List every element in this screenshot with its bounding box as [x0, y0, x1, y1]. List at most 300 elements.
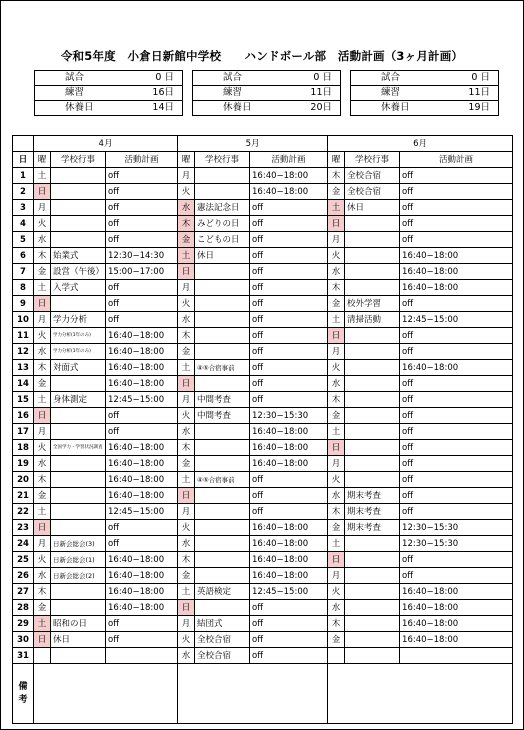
summary-value: 0 日	[155, 72, 174, 83]
school-event-cell: みどりの日	[195, 216, 250, 232]
school-event-cell	[345, 472, 400, 488]
weekday-cell: 月	[328, 568, 345, 584]
activity-cell: 12:30−15:30	[400, 536, 513, 552]
day-number: 28	[13, 600, 34, 616]
weekday-cell: 金	[34, 600, 51, 616]
summary-cell	[35, 101, 183, 116]
month-header-may: 5月	[178, 136, 328, 152]
school-event-cell: 学力分析(1年のみ)	[51, 344, 106, 360]
day-number: 21	[13, 488, 34, 504]
summary-label: 休養日	[65, 102, 94, 113]
weekday-cell: 土	[34, 280, 51, 296]
school-event-cell	[51, 232, 106, 248]
school-event-cell	[195, 488, 250, 504]
activity-plan-header: 活動計画	[400, 152, 513, 168]
remarks-label	[13, 664, 33, 723]
activity-cell: off	[400, 296, 513, 312]
weekday-cell: 月	[178, 504, 195, 520]
activity-cell: off	[250, 488, 328, 504]
school-event-cell	[51, 168, 106, 184]
school-event-cell: 休日	[345, 200, 400, 216]
summary-cell	[351, 71, 499, 86]
school-event-cell	[195, 328, 250, 344]
summary-gap	[183, 86, 193, 101]
corner-cell	[13, 136, 34, 152]
activity-cell: 16:40−18:00	[106, 472, 178, 488]
weekday-cell: 木	[328, 392, 345, 408]
school-event-cell: 期末考査	[345, 520, 400, 536]
school-event-cell	[195, 312, 250, 328]
school-event-cell: 期末考査	[345, 488, 400, 504]
school-event-cell	[195, 424, 250, 440]
school-event-cell	[195, 440, 250, 456]
activity-cell: off	[250, 600, 328, 616]
summary-value: 20日	[310, 102, 332, 113]
activity-cell: off	[250, 312, 328, 328]
remarks-label-char: 備	[18, 681, 28, 692]
activity-cell: off	[250, 616, 328, 632]
weekday-cell: 木	[178, 440, 195, 456]
activity-cell: off	[400, 216, 513, 232]
school-event-cell	[345, 344, 400, 360]
activity-cell: 16:40−18:00	[250, 168, 328, 184]
school-event-cell: 設営（午後）	[51, 264, 106, 280]
weekday-cell: 日	[34, 408, 51, 424]
weekday-cell: 土	[34, 504, 51, 520]
remarks-label-char: 考	[18, 694, 28, 705]
school-event-cell: 学力分析(1年のみ)	[51, 328, 106, 344]
weekday-cell: 火	[328, 360, 345, 376]
table-row	[13, 216, 513, 232]
activity-cell: off	[106, 312, 178, 328]
table-row	[13, 168, 513, 184]
school-event-cell	[51, 472, 106, 488]
summary-row	[35, 71, 499, 86]
weekday-cell: 土	[34, 168, 51, 184]
weekday-cell: 日	[328, 552, 345, 568]
activity-cell: 16:40−18:00	[106, 328, 178, 344]
school-event-cell	[195, 504, 250, 520]
summary-value: 0 日	[471, 72, 490, 83]
school-event-cell	[345, 600, 400, 616]
table-row	[13, 584, 513, 600]
table-row	[13, 600, 513, 616]
school-event-cell	[345, 424, 400, 440]
weekday-cell: 日	[34, 632, 51, 648]
table-row	[13, 632, 513, 648]
weekday-cell: 月	[34, 200, 51, 216]
table-row	[13, 472, 513, 488]
activity-cell: off	[250, 504, 328, 520]
school-event-cell	[345, 456, 400, 472]
weekday-cell: 水	[178, 312, 195, 328]
weekday-cell: 水	[34, 456, 51, 472]
weekday-cell: 月	[178, 280, 195, 296]
day-number: 8	[13, 280, 34, 296]
remarks-cell	[34, 664, 178, 724]
activity-cell: 16:40−18:00	[106, 456, 178, 472]
activity-cell: 16:40−18:00	[400, 584, 513, 600]
school-event-cell: 中間考査	[195, 392, 250, 408]
table-row	[13, 440, 513, 456]
table-row	[13, 456, 513, 472]
weekday-cell	[34, 648, 51, 664]
weekday-cell: 木	[34, 360, 51, 376]
weekday-cell: 日	[328, 328, 345, 344]
activity-cell: off	[400, 328, 513, 344]
table-row	[13, 264, 513, 280]
weekday-cell: 土	[178, 248, 195, 264]
weekday-cell: 土	[34, 392, 51, 408]
activity-cell: off	[106, 200, 178, 216]
table-row	[13, 488, 513, 504]
activity-cell: off	[400, 392, 513, 408]
weekday-cell: 金	[328, 408, 345, 424]
table-row	[13, 504, 513, 520]
weekday-cell: 火	[328, 584, 345, 600]
summary-cell	[351, 86, 499, 101]
summary-label: 休養日	[223, 102, 252, 113]
weekday-header: 曜	[34, 152, 51, 168]
weekday-cell: 金	[328, 632, 345, 648]
day-number: 13	[13, 360, 34, 376]
day-number: 15	[13, 392, 34, 408]
school-event-cell	[345, 440, 400, 456]
weekday-cell: 水	[328, 264, 345, 280]
school-event-cell: 始業式	[51, 248, 106, 264]
activity-cell: 16:40−18:00	[250, 552, 328, 568]
day-number: 7	[13, 264, 34, 280]
day-number: 6	[13, 248, 34, 264]
activity-cell: off	[250, 328, 328, 344]
weekday-cell: 火	[34, 328, 51, 344]
activity-cell: off	[250, 632, 328, 648]
school-event-cell	[51, 184, 106, 200]
table-row	[13, 344, 513, 360]
school-event-cell	[345, 568, 400, 584]
table-row	[13, 296, 513, 312]
school-event-cell	[195, 600, 250, 616]
summary-gap	[341, 71, 351, 86]
activity-cell: 16:40−18:00	[400, 264, 513, 280]
activity-cell: off	[250, 200, 328, 216]
day-number: 19	[13, 456, 34, 472]
activity-cell: 12:45−15:00	[400, 312, 513, 328]
school-event-cell: 全校合宿	[345, 168, 400, 184]
activity-cell: 16:40−18:00	[400, 248, 513, 264]
weekday-cell: 金	[178, 568, 195, 584]
school-event-cell	[345, 264, 400, 280]
weekday-cell: 木	[178, 552, 195, 568]
activity-cell: off	[250, 344, 328, 360]
school-event-cell	[51, 600, 106, 616]
activity-cell: off	[106, 280, 178, 296]
school-event-cell	[345, 360, 400, 376]
day-number: 2	[13, 184, 34, 200]
day-number: 16	[13, 408, 34, 424]
activity-cell: 16:40−18:00	[400, 616, 513, 632]
weekday-cell: 火	[178, 184, 195, 200]
weekday-cell: 水	[178, 648, 195, 664]
summary-value: 11日	[310, 87, 332, 98]
activity-cell: off	[250, 376, 328, 392]
school-event-cell	[195, 536, 250, 552]
summary-label: 練習	[381, 87, 401, 98]
summary-cell	[35, 71, 183, 86]
day-number: 23	[13, 520, 34, 536]
weekday-cell: 日	[34, 520, 51, 536]
table-row	[13, 552, 513, 568]
activity-cell: off	[400, 552, 513, 568]
school-event-cell	[345, 248, 400, 264]
summary-value: 19日	[468, 102, 490, 113]
school-event-cell: ④⑤合宿事前	[195, 472, 250, 488]
day-number: 22	[13, 504, 34, 520]
weekday-cell: 月	[328, 344, 345, 360]
weekday-cell: 水	[328, 488, 345, 504]
summary-gap	[341, 86, 351, 101]
page-title: 令和5年度 小倉日新館中学校 ハンドボール部 活動計画（3ヶ月計画）	[60, 49, 464, 63]
weekday-cell: 日	[178, 376, 195, 392]
activity-cell: off	[106, 520, 178, 536]
day-number: 5	[13, 232, 34, 248]
summary-gap	[183, 71, 193, 86]
summary-row	[35, 101, 499, 116]
activity-cell: 16:40−18:00	[250, 184, 328, 200]
day-number: 3	[13, 200, 34, 216]
summary-cell	[193, 101, 341, 116]
day-number: 30	[13, 632, 34, 648]
school-event-cell	[51, 504, 106, 520]
summary-cell	[193, 86, 341, 101]
activity-cell: off	[400, 184, 513, 200]
day-number: 29	[13, 616, 34, 632]
activity-cell: off	[250, 648, 328, 664]
summary-cell	[351, 101, 499, 116]
weekday-cell: 木	[328, 280, 345, 296]
table-row	[13, 520, 513, 536]
remarks-row	[13, 664, 513, 724]
activity-cell: off	[106, 184, 178, 200]
weekday-cell: 木	[328, 168, 345, 184]
weekday-cell: 水	[34, 568, 51, 584]
school-event-cell	[51, 376, 106, 392]
weekday-cell: 火	[34, 552, 51, 568]
remarks-cell	[328, 664, 513, 724]
activity-cell: off	[250, 264, 328, 280]
school-event-cell: 中間考査	[195, 408, 250, 424]
activity-cell: 12:45−15:00	[250, 584, 328, 600]
summary-cell	[35, 86, 183, 101]
weekday-cell: 土	[328, 312, 345, 328]
activity-cell: 16:40−18:00	[106, 360, 178, 376]
activity-cell: off	[250, 216, 328, 232]
school-event-cell	[195, 376, 250, 392]
activity-cell: off	[250, 392, 328, 408]
activity-cell: off	[250, 280, 328, 296]
activity-cell: off	[106, 408, 178, 424]
weekday-cell: 月	[328, 232, 345, 248]
school-events-header: 学校行事	[345, 152, 400, 168]
activity-cell: off	[400, 568, 513, 584]
activity-cell: off	[400, 504, 513, 520]
weekday-cell: 木	[34, 248, 51, 264]
remarks-label-cell	[13, 664, 34, 724]
activity-cell: off	[106, 536, 178, 552]
activity-cell: off	[250, 296, 328, 312]
activity-cell: 16:40−18:00	[250, 456, 328, 472]
school-event-cell	[345, 536, 400, 552]
table-row	[13, 376, 513, 392]
day-number: 9	[13, 296, 34, 312]
school-event-cell: こどもの日	[195, 232, 250, 248]
weekday-cell: 金	[328, 296, 345, 312]
summary-value: 11日	[468, 87, 490, 98]
activity-cell	[400, 648, 513, 664]
weekday-cell: 金	[328, 520, 345, 536]
weekday-cell: 日	[178, 264, 195, 280]
activity-cell: 16:40−18:00	[400, 632, 513, 648]
day-number: 14	[13, 376, 34, 392]
day-number: 24	[13, 536, 34, 552]
school-event-cell: 日新会総会(2)	[51, 568, 106, 584]
summary-table	[34, 70, 499, 116]
activity-cell: off	[106, 232, 178, 248]
table-row	[13, 408, 513, 424]
activity-cell: 16:40−18:00	[106, 568, 178, 584]
weekday-cell: 火	[328, 472, 345, 488]
school-event-cell: 全国学力・学習状況調査	[51, 440, 106, 456]
activity-cell: off	[250, 232, 328, 248]
weekday-cell: 土	[328, 200, 345, 216]
activity-cell: off	[400, 488, 513, 504]
school-event-cell	[51, 456, 106, 472]
weekday-cell: 木	[34, 472, 51, 488]
table-row	[13, 392, 513, 408]
weekday-cell: 木	[178, 328, 195, 344]
activity-cell: 16:40−18:00	[250, 520, 328, 536]
school-event-cell	[345, 280, 400, 296]
school-event-cell: 身体測定	[51, 392, 106, 408]
school-event-cell	[345, 392, 400, 408]
summary-gap	[341, 101, 351, 116]
day-number: 20	[13, 472, 34, 488]
weekday-cell: 水	[178, 424, 195, 440]
day-number: 11	[13, 328, 34, 344]
weekday-cell: 月	[34, 312, 51, 328]
day-number: 10	[13, 312, 34, 328]
weekday-cell: 日	[328, 440, 345, 456]
weekday-cell: 木	[178, 216, 195, 232]
month-header-april: 4月	[34, 136, 178, 152]
day-number: 4	[13, 216, 34, 232]
activity-cell: off	[400, 440, 513, 456]
weekday-cell: 日	[34, 184, 51, 200]
activity-cell: off	[400, 456, 513, 472]
table-row	[13, 648, 513, 664]
school-event-cell	[51, 520, 106, 536]
summary-row	[35, 86, 499, 101]
school-event-cell	[345, 632, 400, 648]
weekday-cell: 火	[34, 216, 51, 232]
summary-value: 0 日	[313, 72, 332, 83]
summary-cell	[193, 71, 341, 86]
school-event-cell: 全校合宿	[195, 632, 250, 648]
weekday-cell: 火	[328, 248, 345, 264]
school-event-cell	[195, 552, 250, 568]
school-event-cell	[195, 264, 250, 280]
school-event-cell	[195, 456, 250, 472]
school-event-cell: 校外学習	[345, 296, 400, 312]
school-event-cell: 英語検定	[195, 584, 250, 600]
schedule-table	[12, 135, 513, 724]
table-row	[13, 312, 513, 328]
activity-cell	[106, 648, 178, 664]
summary-label: 練習	[65, 87, 85, 98]
school-event-cell: 全校合宿	[195, 648, 250, 664]
table-row	[13, 200, 513, 216]
school-event-cell	[195, 344, 250, 360]
weekday-cell: 金	[178, 456, 195, 472]
weekday-cell	[328, 648, 345, 664]
school-event-cell: 入学式	[51, 280, 106, 296]
day-header: 日	[13, 152, 34, 168]
activity-cell: off	[106, 168, 178, 184]
school-event-cell	[195, 168, 250, 184]
column-header-row	[13, 152, 513, 168]
weekday-cell: 月	[178, 392, 195, 408]
table-row	[13, 184, 513, 200]
school-event-cell: 期末考査	[345, 504, 400, 520]
table-row	[13, 424, 513, 440]
school-event-cell	[51, 408, 106, 424]
table-row	[13, 248, 513, 264]
school-event-cell: 全校合宿	[345, 184, 400, 200]
activity-cell: off	[250, 248, 328, 264]
school-event-cell: 憲法記念日	[195, 200, 250, 216]
weekday-cell: 日	[328, 216, 345, 232]
school-event-cell	[195, 184, 250, 200]
activity-cell: 16:40−18:00	[106, 584, 178, 600]
school-event-cell: ④⑤合宿事前	[195, 360, 250, 376]
school-event-cell	[345, 408, 400, 424]
day-number: 27	[13, 584, 34, 600]
activity-cell: off	[106, 216, 178, 232]
day-number: 12	[13, 344, 34, 360]
weekday-cell: 火	[34, 440, 51, 456]
table-row	[13, 616, 513, 632]
school-event-cell	[345, 328, 400, 344]
weekday-cell: 水	[34, 344, 51, 360]
summary-gap	[183, 101, 193, 116]
activity-cell: 16:40−18:00	[106, 344, 178, 360]
weekday-cell: 月	[34, 536, 51, 552]
weekday-cell: 土	[328, 536, 345, 552]
day-number: 1	[13, 168, 34, 184]
school-event-cell	[345, 216, 400, 232]
weekday-cell: 金	[34, 376, 51, 392]
weekday-cell: 月	[178, 616, 195, 632]
activity-cell: 16:40−18:00	[400, 280, 513, 296]
weekday-cell: 木	[328, 504, 345, 520]
school-event-cell: 昭和の日	[51, 616, 106, 632]
school-event-cell	[51, 216, 106, 232]
table-row	[13, 536, 513, 552]
school-event-cell	[345, 648, 400, 664]
school-event-cell	[51, 488, 106, 504]
table-row	[13, 328, 513, 344]
school-event-cell	[195, 280, 250, 296]
